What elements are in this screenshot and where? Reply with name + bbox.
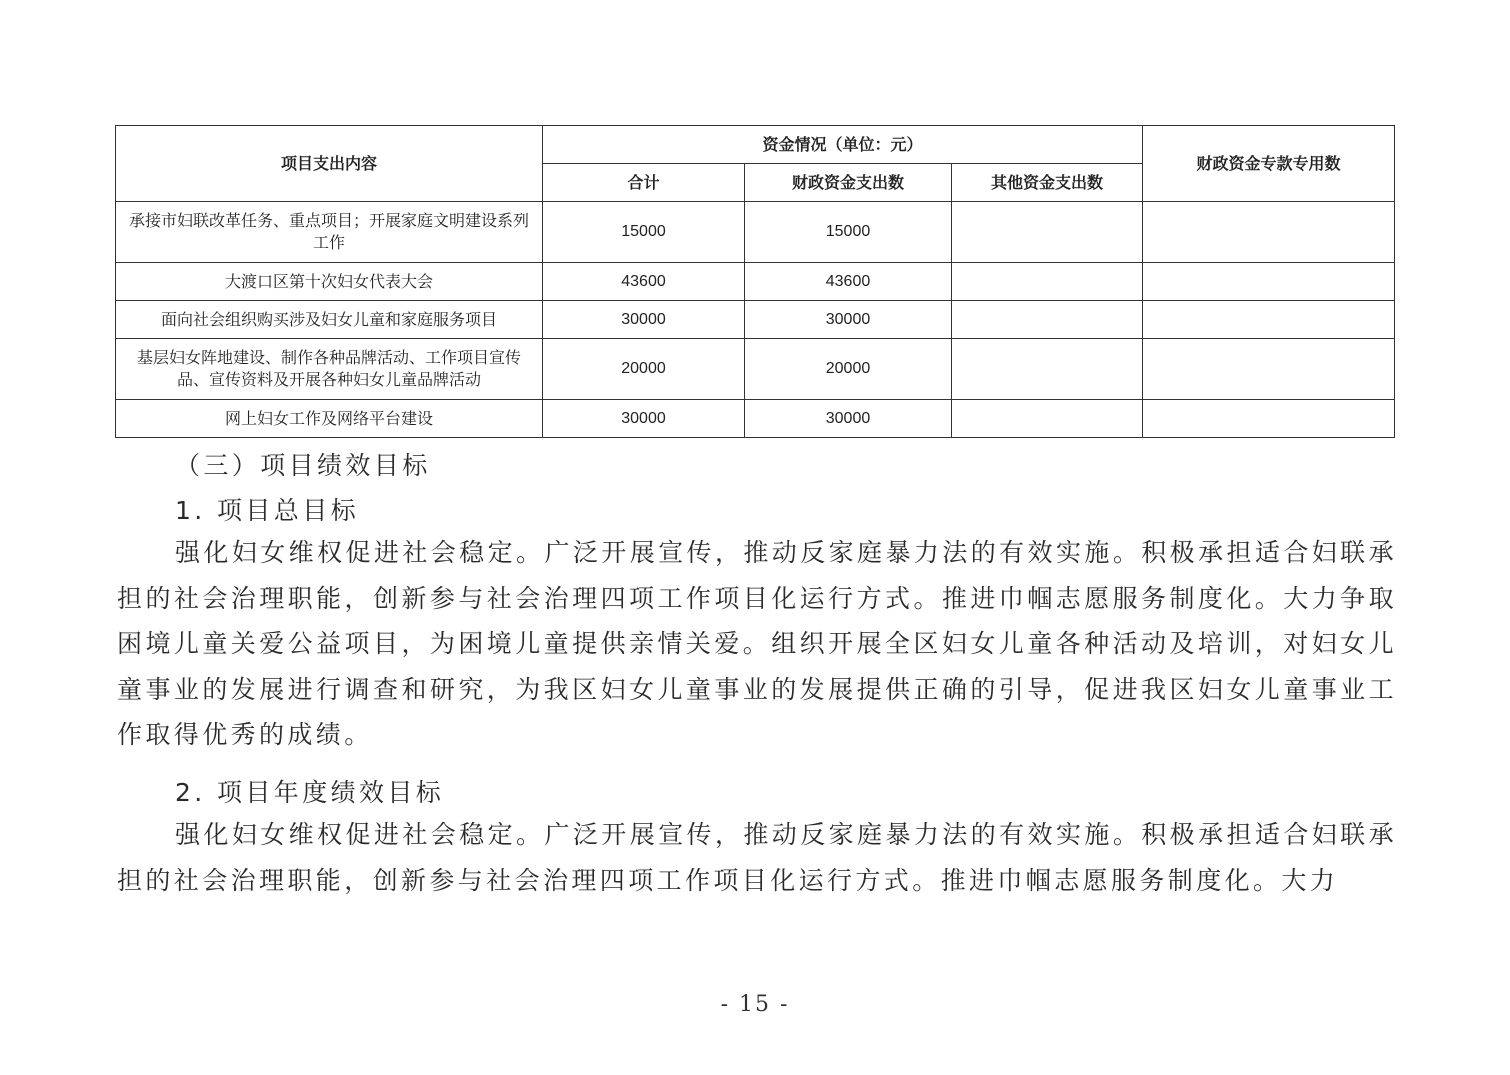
table-header-row [116, 126, 1395, 164]
cell-other [952, 263, 1143, 301]
header-total: 合计 [543, 164, 745, 202]
cell-total: 43600 [543, 263, 745, 301]
cell-other [952, 400, 1143, 438]
cell-total: 30000 [543, 400, 745, 438]
cell-total: 15000 [543, 202, 745, 263]
header-fiscal-special: 财政资金专款专用数 [1143, 126, 1395, 202]
cell-fiscal: 43600 [745, 263, 952, 301]
cell-other [952, 301, 1143, 339]
cell-special [1143, 263, 1395, 301]
cell-item: 网上妇女工作及网络平台建设 [116, 400, 543, 438]
cell-other [952, 202, 1143, 263]
cell-total: 30000 [543, 301, 745, 339]
section-heading: （三）项目绩效目标 [175, 451, 431, 480]
table-row [116, 339, 1395, 400]
table-row [116, 400, 1395, 438]
page-number: - 15 - [720, 992, 790, 1017]
cell-other [952, 339, 1143, 400]
cell-item: 基层妇女阵地建设、制作各种品牌活动、工作项目宣传品、宣传资料及开展各种妇女儿童品牌活动 [116, 339, 543, 400]
cell-special [1143, 301, 1395, 339]
budget-table [115, 125, 1395, 438]
cell-fiscal: 20000 [745, 339, 952, 400]
header-funds-group: 资金情况（单位：元） [543, 126, 1143, 164]
cell-total: 20000 [543, 339, 745, 400]
cell-special [1143, 400, 1395, 438]
subsection-2-heading: 2. 项目年度绩效目标 [175, 778, 445, 807]
cell-special [1143, 202, 1395, 263]
cell-item: 承接市妇联改革任务、重点项目；开展家庭文明建设系列工作 [116, 202, 543, 263]
header-item-content: 项目支出内容 [116, 126, 543, 202]
cell-special [1143, 339, 1395, 400]
cell-item: 面向社会组织购买涉及妇女儿童和家庭服务项目 [116, 301, 543, 339]
cell-fiscal: 15000 [745, 202, 952, 263]
subsection-1-heading: 1. 项目总目标 [175, 496, 359, 525]
table-row [116, 301, 1395, 339]
subsection-1-paragraph: 强化妇女维权促进社会稳定。广泛开展宣传，推动反家庭暴力法的有效实施。积极承担适合妇联承担的社会治理职能，创新参与社会治理四项工作项目化运行方式。推进巾帼志愿服务制度化。大力争取困境儿童关爱公益项目，为困境儿童提供亲情关爱。组织开展全区妇女儿童各种活动及培训，对妇女儿童事业的发展进行调查和研究，为我区妇女儿童事业的发展提供正确的引导，促进我区妇女儿童事业工作取得优秀的成绩。 [117, 538, 1397, 749]
table-row [116, 263, 1395, 301]
cell-fiscal: 30000 [745, 400, 952, 438]
header-fiscal-spend: 财政资金支出数 [745, 164, 952, 202]
cell-item: 大渡口区第十次妇女代表大会 [116, 263, 543, 301]
header-other-spend: 其他资金支出数 [952, 164, 1143, 202]
cell-fiscal: 30000 [745, 301, 952, 339]
subsection-2-paragraph: 强化妇女维权促进社会稳定。广泛开展宣传，推动反家庭暴力法的有效实施。积极承担适合妇联承担的社会治理职能，创新参与社会治理四项工作项目化运行方式。推进巾帼志愿服务制度化。大力 [117, 820, 1397, 895]
table-row [116, 202, 1395, 263]
